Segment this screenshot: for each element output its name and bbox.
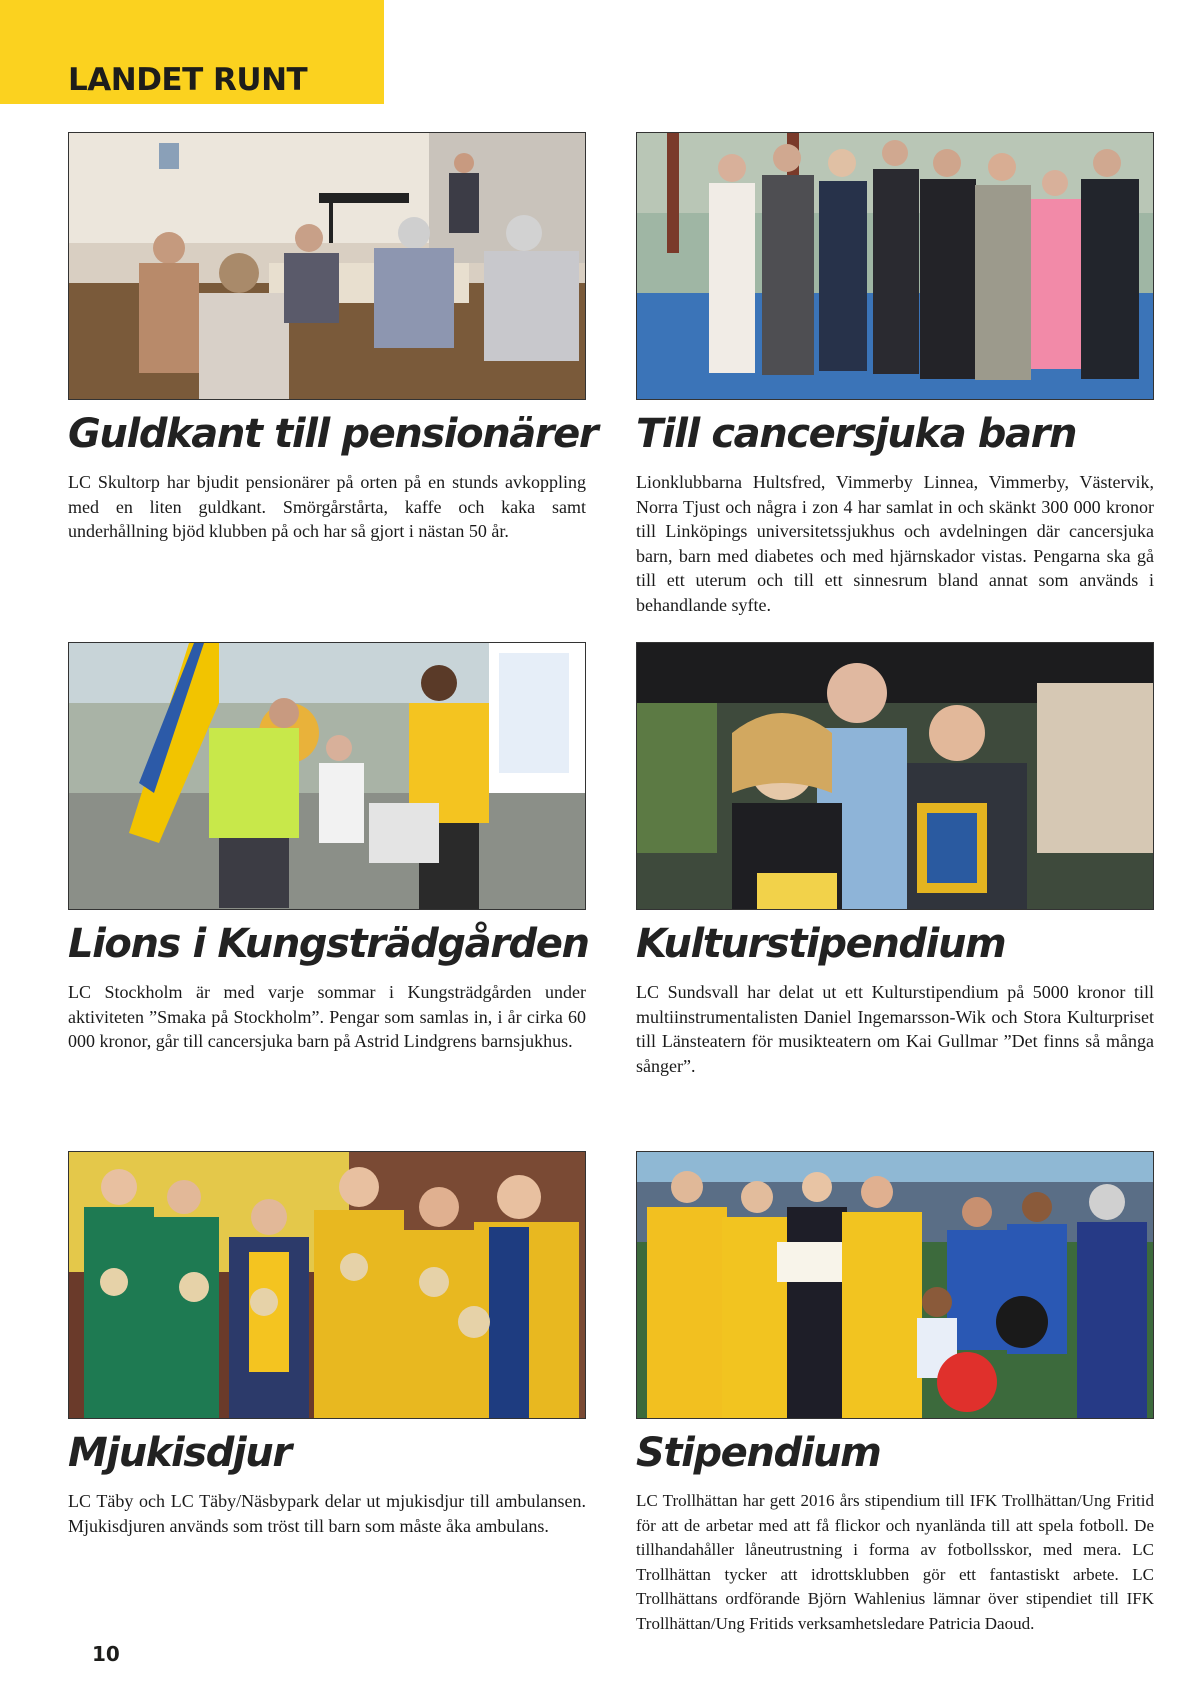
photo-kungstradgarden-event xyxy=(68,642,586,910)
photo-mjukisdjur xyxy=(68,1151,586,1419)
photo-group-playground-image xyxy=(637,133,1153,399)
headline: Lions i Kungsträdgården xyxy=(68,921,589,967)
photo-kulturstipendium-image xyxy=(637,643,1153,909)
photo-kulturstipendium xyxy=(636,642,1154,910)
photo-kungstradgarden-event-image xyxy=(69,643,585,909)
article-body: LC Skultorp har bjudit pensionärer på orten på en stunds avkoppling med en liten guldkant. Smörgårstårta, kaffe och kaka samt underhållning bjöd klubben på och har så gjort i nästan 50 år. xyxy=(68,472,586,541)
article-body: LC Stockholm är med varje sommar i Kungsträdgården under aktiviteten ”Smaka på Stockholm”. Pengar som samlas in, i år cirka 60 000 kronor, går till cancersjuka barn på Astrid Lindgrens barnsjukhus. xyxy=(68,982,586,1051)
article-body: LC Täby och LC Täby/Näsbypark delar ut mjukisdjur till ambulansen. Mjukisdjuren används som tröst till barn som måste åka ambulans. xyxy=(68,1491,586,1536)
section-tab xyxy=(0,0,384,104)
headline: Guldkant till pensionärer xyxy=(68,411,598,457)
headline: Stipendium xyxy=(636,1430,881,1476)
photo-stipendium xyxy=(636,1151,1154,1419)
article-body: LC Trollhättan har gett 2016 års stipendium till IFK Trollhättan/Ung Fritid för att de arbetar med att få flickor och nyanlända till att spela fotboll. De tillhandahåller låneutrustning i forma av fotbollsskor, med mera. LC Trollhättan tycker att idrottsklubben gör ett fantastiskt arbete. LC Trollhättans ordförande Björn Wahlenius lämnar över stipendiet till IFK Trollhättan/Ung Fritids verksamhetsledare Patricia Daoud. xyxy=(636,1491,1154,1633)
photo-group-playground xyxy=(636,132,1154,400)
headline: Mjukisdjur xyxy=(68,1430,291,1476)
photo-stipendium-image xyxy=(637,1152,1153,1418)
section-label: LANDET RUNT xyxy=(68,62,308,98)
page-number: 10 xyxy=(92,1642,120,1666)
headline: Kulturstipendium xyxy=(636,921,1006,967)
article-body: LC Sundsvall har delat ut ett Kulturstipendium på 5000 kronor till multiinstrumentalisten Daniel Ingemarsson-Wik och Stora Kulturpriset till Länsteatern för musikteatern om Kai Gullmar ”Det finns så många sånger”. xyxy=(636,982,1154,1076)
article-body: Lionklubbarna Hultsfred, Vimmerby Linnea, Vimmerby, Västervik, Norra Tjust och några i zon 4 har samlat in och skänkt 300 000 kronor till Linköpings universitetssjukhus och avdelningen där cancersjuka barn, barn med diabetes och med hjärnskador vistas. Pengarna ska gå till ett uterum och till ett sinnesrum bland annat som används i behandlande syfte. xyxy=(636,472,1154,615)
photo-mjukisdjur-image xyxy=(69,1152,585,1418)
photo-pensioners-dinner-image xyxy=(69,133,585,399)
photo-pensioners-dinner xyxy=(68,132,586,400)
headline: Till cancersjuka barn xyxy=(636,411,1077,457)
